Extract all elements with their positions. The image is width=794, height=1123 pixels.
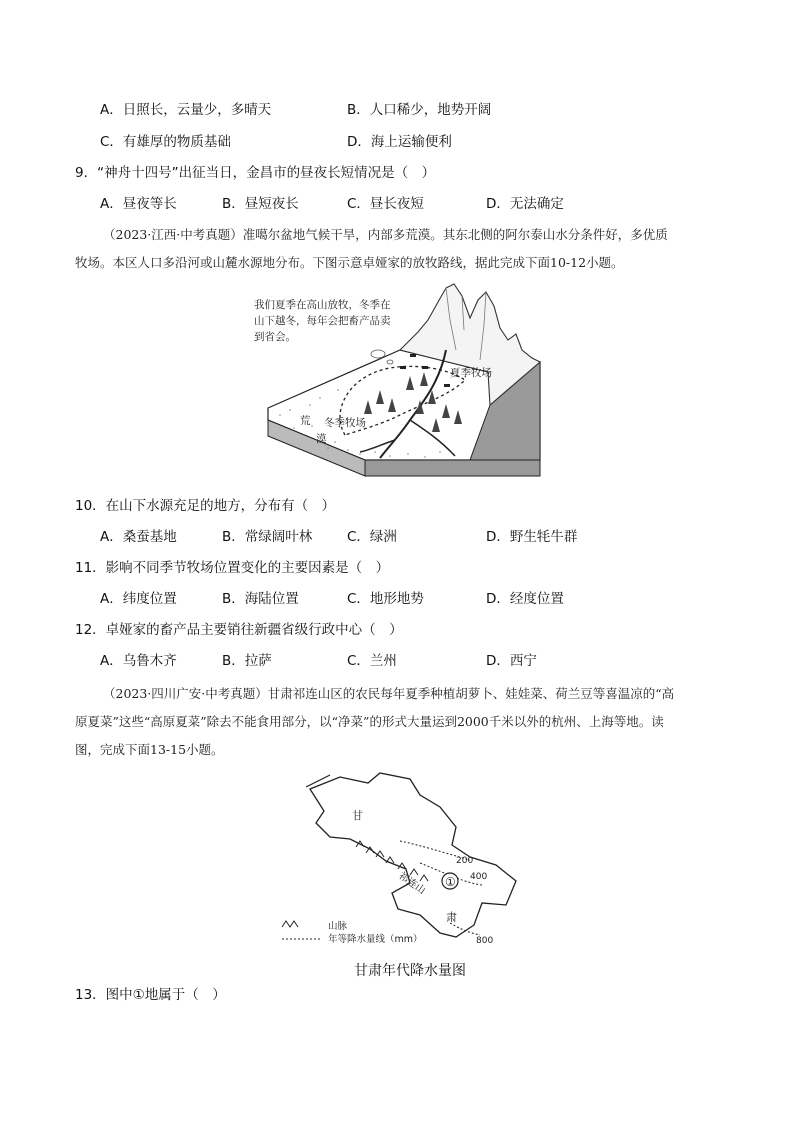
legend-mountain-label: 山脉 (328, 921, 348, 932)
intro-2-line-2: 原夏菜”这些“高原夏菜”除去不能食用部分，以“净菜”的形式大量运到2000千米以外的杭州、上海等地。读 (75, 714, 664, 729)
speech-line-3: 到省会。 (254, 331, 296, 343)
q12-stem: 12．卓娅家的畜产品主要销往新疆省级行政中心（ ） (75, 622, 403, 638)
point-1-label: ① (445, 875, 456, 889)
iso-label-200: 200 (456, 856, 474, 866)
iso-label-800: 800 (476, 936, 494, 946)
label-gan: 甘 (352, 809, 363, 822)
q9-option-a: A．昼夜等长 (100, 196, 177, 212)
q9-option-d: D．无法确定 (486, 196, 564, 212)
q8-option-a: A．日照长，云量少，多晴天 (100, 102, 272, 118)
block-front-face (365, 460, 540, 476)
q9-option-b: B．昼短夜长 (222, 196, 299, 212)
q12-option-d: D．西宁 (486, 653, 537, 669)
q10-option-b: B．常绿阔叶林 (222, 529, 313, 545)
q10-stem: 10．在山下水源充足的地方，分布有（ ） (75, 498, 336, 514)
label-su: 肃 (446, 911, 457, 924)
q9-option-c: C．昼长夜短 (347, 196, 424, 212)
label-desert-1: 荒 (300, 415, 311, 427)
intro-1-line-2: 牧场。本区人口多沿河或山麓水源地分布。下图示意卓娅家的放牧路线，据此完成下面10-12小题。 (75, 255, 624, 270)
q11-option-d: D．经度位置 (486, 591, 564, 607)
legend-mountain-symbol (282, 921, 298, 927)
q11-option-c: C．地形地势 (347, 591, 424, 607)
q11-stem: 11．影响不同季节牧场位置变化的主要因素是（ ） (75, 560, 390, 576)
map-caption: 甘肃年代降水量图 (354, 963, 466, 979)
label-summer-pasture: 夏季牧场 (450, 367, 492, 379)
label-qilian: 祁连山 (396, 870, 428, 897)
q12-option-b: B．拉萨 (222, 653, 272, 669)
gansu-precipitation-map (270, 765, 530, 955)
label-desert-2: 漠 (316, 433, 327, 445)
q11-option-b: B．海陆位置 (222, 591, 299, 607)
speech-line-2: 山下越冬，每年会把畜产品卖 (254, 315, 391, 327)
q11-option-a: A．纬度位置 (100, 591, 177, 607)
gansu-outline (310, 773, 516, 937)
q8-option-b: B．人口稀少，地势开阔 (347, 102, 492, 118)
q10-option-d: D．野生牦牛群 (486, 529, 578, 545)
q12-option-c: C．兰州 (347, 653, 397, 669)
q8-option-c: C．有雄厚的物质基础 (100, 134, 231, 150)
intro-1-line-1: （2023·江西·中考真题）准噶尔盆地气候干旱，内部多荒漠。其东北侧的阿尔泰山水分条件好，多优质 (103, 227, 668, 242)
intro-passage-1 (75, 221, 725, 277)
q13-stem: 13．图中①地属于（ ） (75, 987, 226, 1003)
speech-line-1: 我们夏季在高山放牧，冬季在 (254, 299, 391, 311)
q9-stem: 9．“神舟十四号”出征当日，金昌市的昼夜长短情况是（ ） (75, 165, 436, 181)
intro-passage-2 (75, 680, 725, 764)
label-winter-pasture: 冬季牧场 (324, 417, 366, 429)
q10-option-c: C．绿洲 (347, 529, 397, 545)
q10-option-a: A．桑蚕基地 (100, 529, 177, 545)
intro-2-line-1: （2023·四川广安·中考真题）甘肃祁连山区的农民每年夏季种植胡萝卜、娃娃菜、荷兰豆等喜温凉的“高 (103, 686, 675, 701)
iso-label-400: 400 (470, 872, 488, 882)
q12-option-a: A．乌鲁木齐 (100, 653, 177, 669)
grazing-route-diagram (250, 280, 550, 490)
q8-option-d: D．海上运输便利 (347, 134, 452, 150)
intro-2-line-3: 图，完成下面13-15小题。 (75, 742, 224, 757)
legend-isohyet-label: 年等降水量线（mm） (328, 934, 423, 945)
